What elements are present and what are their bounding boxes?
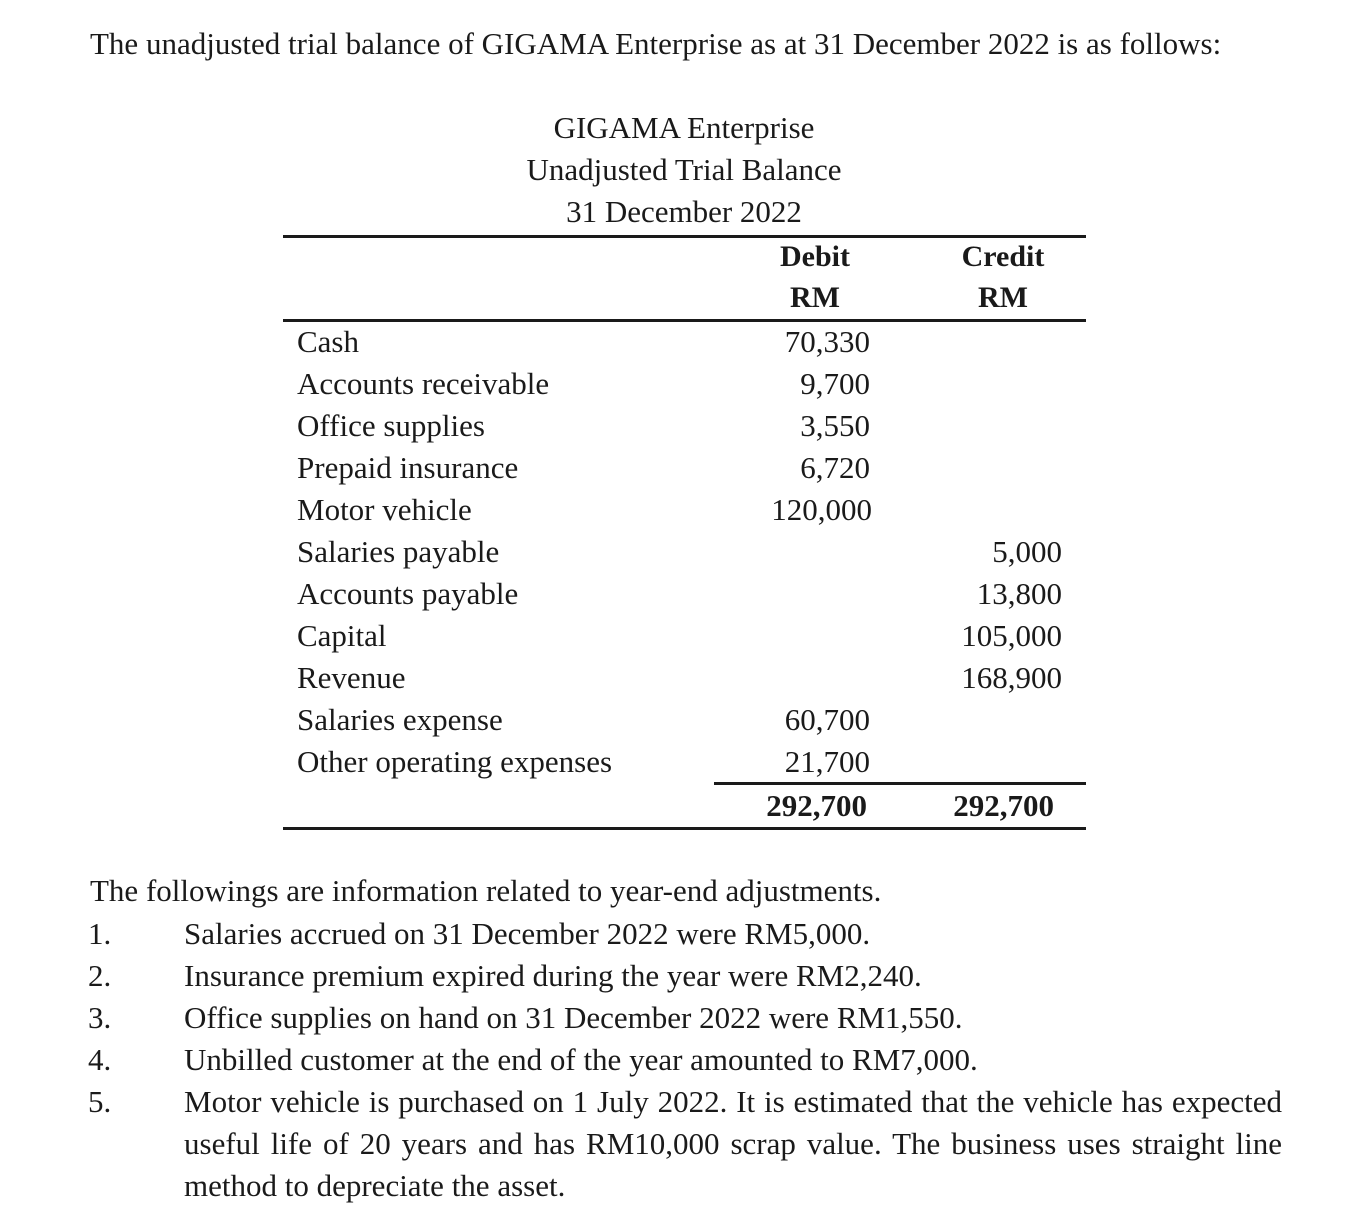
credit-amount: 5,000	[992, 534, 1062, 569]
table-row	[283, 405, 1086, 447]
table-row	[283, 615, 1086, 657]
item-number: 2.	[88, 958, 112, 993]
table-row	[283, 321, 1086, 363]
account-name: Salaries expense	[297, 702, 503, 737]
statement-date: 31 December 2022	[566, 194, 802, 229]
company-name: GIGAMA Enterprise	[553, 110, 815, 145]
account-name: Prepaid insurance	[297, 450, 519, 485]
table-row	[283, 489, 1086, 531]
account-name: Salaries payable	[297, 534, 500, 569]
account-name: Motor vehicle	[297, 492, 472, 527]
totals-row	[283, 785, 1086, 827]
credit-currency-header: RM	[978, 281, 1028, 314]
debit-amount: 60,700	[784, 702, 870, 737]
table-bottom-rule	[283, 827, 1086, 830]
item-text: Motor vehicle is purchased on 1 July 2022. It is estimated that the vehicle has expected useful life of 20 years and has RM10,000 scrap value. The business uses straight line method to depreciate the asset.	[184, 1084, 1282, 1203]
table-row	[283, 363, 1086, 405]
item-text: Office supplies on hand on 31 December 2022 were RM1,550.	[184, 1000, 963, 1035]
item-number: 3.	[88, 1000, 112, 1035]
debit-amount: 3,550	[800, 408, 870, 443]
debit-column-header: Debit	[780, 240, 850, 273]
credit-total: 292,700	[953, 788, 1054, 823]
table-row	[283, 531, 1086, 573]
item-text: Salaries accrued on 31 December 2022 were RM5,000.	[184, 916, 871, 951]
credit-column-header: Credit	[961, 240, 1045, 273]
intro-sentence: The unadjusted trial balance of GIGAMA Enterprise as at 31 December 2022 is as follows:	[90, 26, 1222, 61]
account-name: Office supplies	[297, 408, 485, 443]
account-name: Accounts payable	[297, 576, 519, 611]
item-number: 5.	[88, 1084, 112, 1119]
debit-amount: 9,700	[800, 366, 870, 401]
adjustments-intro: The followings are information related to year-end adjustments.	[90, 873, 882, 908]
statement-title: Unadjusted Trial Balance	[526, 152, 842, 187]
credit-amount: 105,000	[961, 618, 1062, 653]
credit-amount: 13,800	[976, 576, 1062, 611]
account-name: Revenue	[297, 660, 406, 695]
account-name: Capital	[297, 618, 387, 653]
debit-amount: 120,000	[771, 492, 872, 527]
table-row	[283, 447, 1086, 489]
debit-total: 292,700	[766, 788, 867, 823]
item-number: 4.	[88, 1042, 112, 1077]
credit-amount: 168,900	[961, 660, 1062, 695]
debit-amount: 70,330	[784, 324, 870, 359]
table-row	[283, 741, 1086, 783]
item-text: Insurance premium expired during the year were RM2,240.	[184, 958, 922, 993]
account-name: Cash	[297, 324, 359, 359]
item-text: Unbilled customer at the end of the year amounted to RM7,000.	[184, 1042, 978, 1077]
account-name: Other operating expenses	[297, 744, 613, 779]
debit-currency-header: RM	[790, 281, 840, 314]
debit-amount: 6,720	[800, 450, 870, 485]
table-row	[283, 657, 1086, 699]
item-number: 1.	[88, 916, 112, 951]
account-name: Accounts receivable	[297, 366, 550, 401]
table-row	[283, 573, 1086, 615]
debit-amount: 21,700	[784, 744, 870, 779]
table-row	[283, 699, 1086, 741]
